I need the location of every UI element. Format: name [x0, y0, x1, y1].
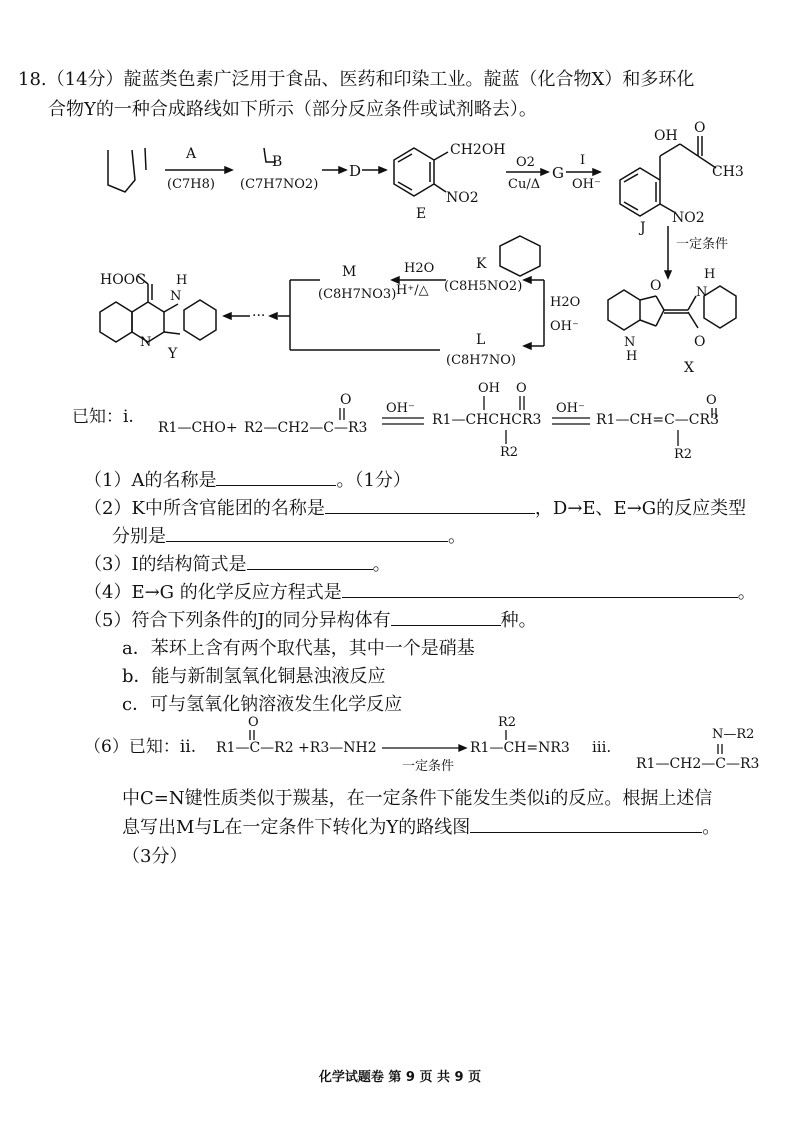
known-i-prefix: 已知：i.	[72, 407, 134, 427]
Y-H: H	[176, 273, 188, 288]
label-J: J	[640, 220, 646, 236]
subq-5c: c．可与氢氧化钠溶液发生化学反应	[122, 694, 403, 715]
q6-cond: 一定条件	[402, 759, 455, 774]
J-CH3: CH3	[712, 164, 744, 180]
q6-O: O	[248, 715, 259, 730]
known-i-product2-O: O	[706, 393, 717, 408]
known-i-product1-O: O	[516, 381, 527, 396]
known-i-OH1: OH⁻	[386, 401, 415, 416]
label-B: B	[272, 154, 283, 170]
label-D: D	[349, 162, 362, 180]
ellipsis: ···	[252, 308, 266, 324]
known-i-OH2: OH⁻	[556, 401, 585, 416]
label-X: X	[684, 360, 694, 376]
subq-5a: a．苯环上含有两个取代基，其中一个是硝基	[122, 638, 475, 659]
subq-2-line2: 分别是 。	[112, 523, 466, 551]
formula-M: (C8H7NO3)	[318, 287, 397, 302]
cond-O2: O2	[516, 155, 535, 170]
X-O-top: O	[650, 278, 662, 294]
formula-L: (C8H7NO)	[446, 353, 517, 368]
q6-iii-struct: R1—CH2—C—R3	[636, 756, 760, 772]
question-points: （14分）	[46, 69, 124, 90]
formula-K: (C8H5NO2)	[444, 279, 523, 294]
label-K: K	[476, 256, 487, 272]
known-i-reactant1: R1—CHO+	[158, 420, 238, 436]
known-i-product2-R2: R2	[674, 447, 693, 462]
Y-HOOC: HOOC	[100, 272, 146, 288]
formula-A: (C7H8)	[167, 177, 215, 192]
subq-5: （5）符合下列条件的J的同分异构体有 种。	[84, 607, 537, 635]
subq-4: （4）E→G 的化学反应方程式是 。	[84, 579, 756, 607]
Y-N-ring: N	[140, 335, 152, 350]
reagent-I: I	[580, 153, 586, 168]
subq-1: （1）A的名称是 。（1分）	[84, 467, 411, 495]
subq-5b: b．能与新制氢氧化铜悬浊液反应	[122, 666, 386, 687]
answer-blank-6[interactable]	[470, 814, 702, 833]
E-NO2: NO2	[446, 190, 479, 206]
known-i-product1-R2: R2	[500, 445, 519, 460]
q6-line2: 息写出M与L在一定条件下转化为Y的路线图 。	[122, 814, 720, 842]
J-OH: OH	[654, 128, 678, 144]
J-NO2: NO2	[672, 210, 705, 226]
X-N-bottom: N	[624, 335, 636, 350]
question-intro-2: 合物Y的一种合成路线如下所示（部分反应条件或试剂略去）。	[48, 99, 537, 120]
label-L: L	[476, 332, 486, 348]
label-E: E	[416, 206, 427, 222]
X-O-bottom: O	[694, 334, 706, 350]
X-N-top: N	[696, 285, 708, 300]
q6-iii: iii.	[592, 738, 612, 756]
subq-3: （3）I的结构简式是 。	[84, 551, 391, 579]
cond-Hplus: H⁺/△	[396, 283, 429, 298]
q6-product: R1—CH=NR3	[470, 740, 570, 756]
cond-OH: OH⁻	[572, 177, 601, 192]
X-H-bottom: H	[626, 349, 638, 364]
q6-product-R2: R2	[498, 715, 517, 730]
known-i-product2: R1—CH=C—CR3	[596, 412, 719, 428]
cond-H2O-top: H2O	[404, 261, 435, 276]
q6-line3: （3分）	[122, 846, 188, 867]
q6-iii-N: N—R2	[712, 727, 755, 742]
label-A: A	[186, 146, 197, 162]
known-i-product1: R1—CHCHCR3	[432, 412, 542, 428]
label-Y: Y	[168, 346, 178, 362]
J-O: O	[694, 120, 706, 136]
X-H-top: H	[704, 267, 716, 282]
subq-2: （2）K中所含官能团的名称是 ，D→E、E→G的反应类型	[84, 495, 746, 523]
label-G: G	[552, 164, 564, 182]
Y-N-top: N	[170, 289, 182, 304]
cond-Cu: Cu/Δ	[508, 177, 541, 192]
question-number: 18.	[18, 69, 47, 90]
q6-prefix: （6）已知：ii.	[84, 737, 197, 757]
formula-B: (C7H7NO2)	[240, 177, 319, 192]
q6-reactant: R1—C—R2 +R3—NH2	[216, 740, 377, 756]
page-footer: 化学试题卷 第 9 页 共 9 页	[318, 1070, 482, 1085]
cond-H2O-right: H2O	[550, 295, 581, 310]
known-i-O: O	[340, 392, 352, 408]
known-i-product1-OH: OH	[478, 381, 500, 396]
q6-line1: 中C=N键性质类似于羰基，在一定条件下能发生类似i的反应。根据上述信	[122, 788, 713, 809]
E-CH2OH: CH2OH	[450, 142, 506, 158]
cond-OH-right: OH⁻	[550, 319, 579, 334]
label-M: M	[342, 264, 357, 280]
cond-vertical: 一定条件	[676, 237, 729, 252]
question-intro-1: 靛蓝类色素广泛用于食品、医药和印染工业。靛蓝（化合物X）和多环化	[123, 69, 695, 90]
known-i-reactant2: R2—CH2—C—R3	[244, 420, 368, 436]
